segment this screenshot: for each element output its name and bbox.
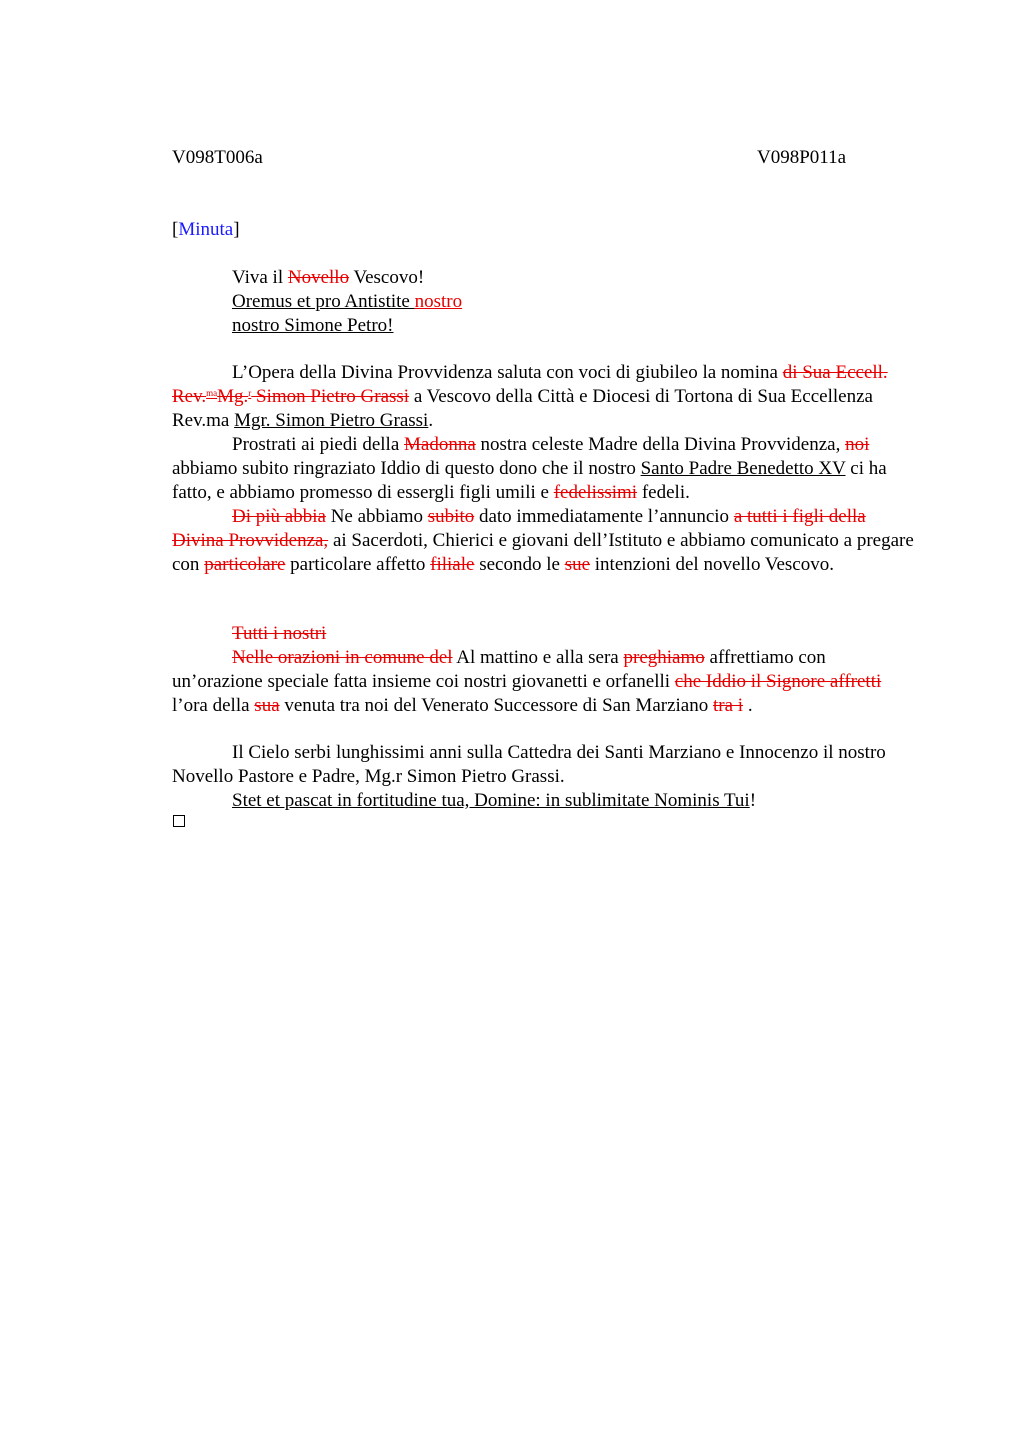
paragraph-1	[172, 361, 917, 433]
minuta-label-line	[172, 218, 917, 242]
deleted-text: filiale	[430, 554, 475, 575]
deleted-text: sue	[564, 554, 591, 575]
paragraph-text: venuta tra noi del Venerato Successore di San Marziano	[279, 695, 713, 716]
main-text	[172, 361, 917, 577]
second-section	[172, 622, 917, 718]
paragraph-text: fedeli.	[637, 482, 690, 503]
bracket-open: [	[172, 219, 179, 240]
deleted-fragment: di Sua Eccell. Rev.	[172, 362, 888, 407]
underlined-text: Stet et pascat in fortitudine tua, Domine: in sublimitate Nominis Tui	[232, 790, 750, 811]
paragraph-text: Ne abbiamo	[325, 506, 428, 527]
deleted-text: tra i	[712, 695, 744, 716]
underlined-text: Santo Padre Benedetto XV	[640, 458, 846, 479]
paragraph-text: Al mattino e alla sera	[452, 647, 624, 668]
paragraph-text: intenzioni del novello Vescovo.	[590, 554, 834, 575]
bracket-close: ]	[233, 219, 240, 240]
superscript: r	[248, 388, 252, 398]
paragraph-text: L’Opera della Divina Provvidenza saluta con voci di giubileo la nomina	[232, 362, 783, 383]
deleted-text: che Iddio il Signore affretti	[674, 671, 882, 692]
paragraph-4	[172, 622, 917, 646]
paragraph-2	[172, 433, 917, 505]
paragraph-text: dato immediatamente l’annuncio	[474, 506, 734, 527]
paragraph-7	[172, 789, 917, 813]
title-text: Vescovo!	[349, 267, 425, 288]
paragraph-3	[172, 505, 917, 577]
minuta-label: Minuta	[178, 219, 234, 240]
end-mark-box	[173, 815, 185, 827]
deleted-text: noi	[845, 434, 870, 455]
paragraph-text: ci ha fatto, e abbiamo promesso di essergli figli umili e	[172, 458, 887, 503]
document-code-right: V098P011a	[757, 147, 847, 168]
deleted-text: nostro	[414, 291, 463, 312]
paragraph-5	[172, 646, 917, 718]
deleted-text: Nelle orazioni in comune del	[232, 647, 453, 668]
deleted-text: particolare	[204, 554, 286, 575]
title-text: Viva il	[232, 267, 288, 288]
paragraph-text: .	[428, 410, 434, 431]
deleted-text: fedelissimi	[553, 482, 638, 503]
closing-section	[172, 741, 917, 813]
deleted-text: preghiamo	[623, 647, 705, 668]
paragraph-text: l’ora della	[172, 695, 255, 716]
paragraph-text: !	[749, 790, 757, 811]
title-block	[172, 266, 917, 338]
paragraph-text: Prostrati ai piedi della	[232, 434, 405, 455]
deleted-fragment: Mg.	[217, 386, 249, 407]
paragraph-text: abbiamo subito ringraziato Iddio di questo dono che il nostro	[172, 458, 641, 479]
title-line-1	[172, 266, 917, 290]
paragraph-text: affrettiamo con un’orazione speciale fatta insieme coi nostri giovanetti e orfanelli	[172, 647, 826, 692]
underlined-text: nostro Simone Petro!	[232, 315, 394, 336]
underlined-text: Mgr. Simon Pietro Grassi	[234, 410, 429, 431]
paragraph-text: ai Sacerdoti, Chierici e giovani dell’Istituto e abbiamo comunicato a pregare con	[172, 530, 914, 575]
deleted-text: Tutti i nostri	[232, 623, 327, 644]
paragraph-text: .	[743, 695, 753, 716]
paragraph-text: nostra celeste Madre della Divina Provvidenza,	[475, 434, 846, 455]
deleted-text: Di più abbia	[232, 506, 326, 527]
deleted-text: sua	[254, 695, 280, 716]
title-line-2	[172, 290, 917, 314]
deleted-text: Madonna	[404, 434, 476, 455]
deleted-text: a tutti i figli della Divina Provvidenza,	[172, 506, 866, 551]
paragraph-text: particolare affetto	[285, 554, 431, 575]
paragraph-text: secondo le	[474, 554, 565, 575]
deleted-text: Novello	[287, 267, 350, 288]
superscript: ma	[206, 388, 218, 398]
title-line-3	[172, 314, 917, 338]
document-code-left: V098T006a	[172, 147, 263, 168]
paragraph-6: Il Cielo serbi lunghissimi anni sulla Cattedra dei Santi Marziano e Innocenzo il nostro Novello Pastore e Padre, Mg.r Simon Pietro Grassi.	[172, 742, 886, 787]
deleted-text: subito	[427, 506, 475, 527]
paragraph-text: a Vescovo della Città e Diocesi di Tortona di Sua Eccellenza Rev.ma	[172, 386, 873, 431]
deleted-fragment: Simon Pietro Grassi	[251, 386, 410, 407]
underlined-text: Oremus et pro Antistite	[232, 291, 415, 312]
